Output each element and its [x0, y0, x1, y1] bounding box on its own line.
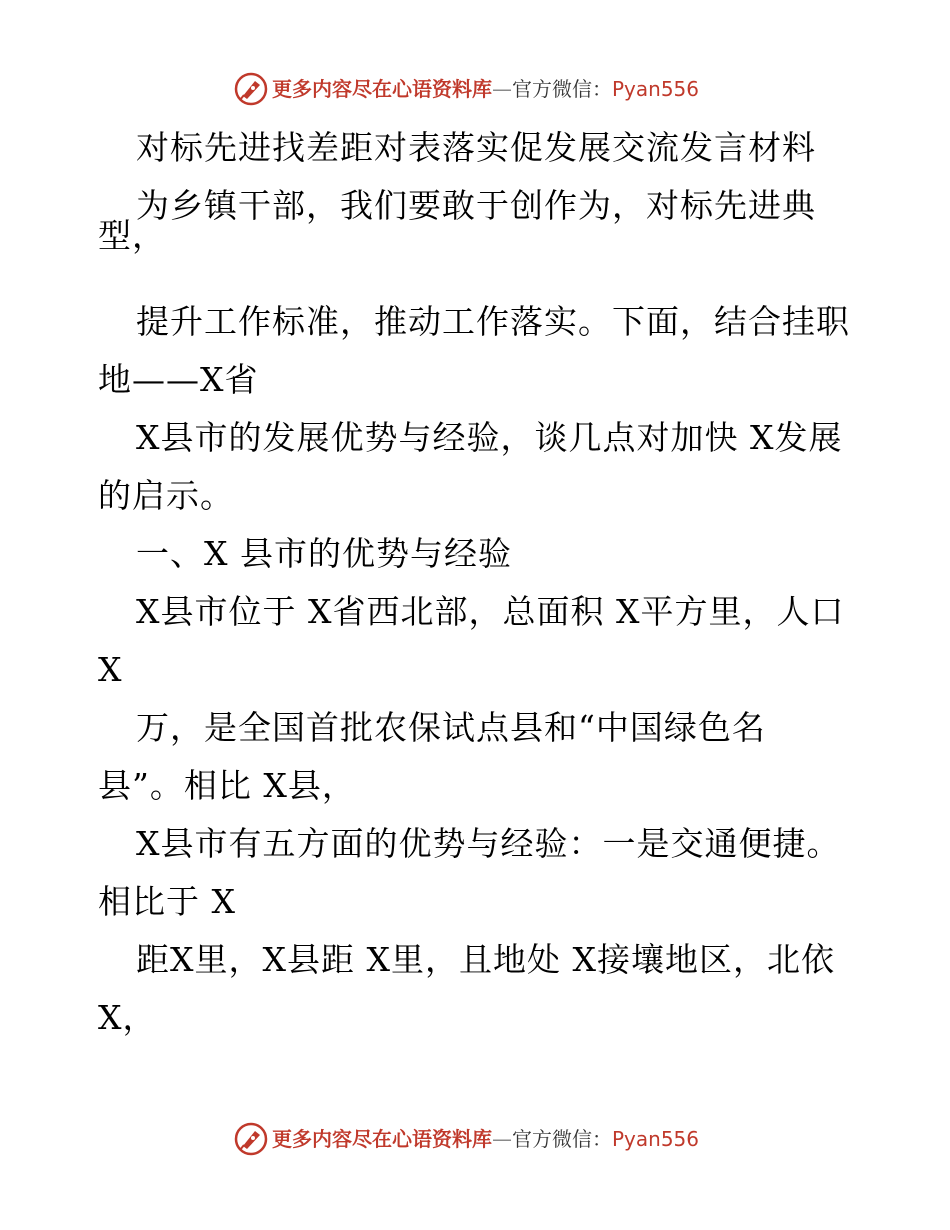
paragraph-line: 为乡镇干部，我们要敢于创作为，对标先进典 [136, 186, 816, 225]
banner-brand: 更多内容尽在心语资料库 [272, 77, 492, 101]
header-banner [0, 70, 950, 110]
paragraph-line: X县市的发展优势与经验，谈几点对加快 X发展 [136, 418, 843, 457]
footer-banner [0, 1120, 950, 1160]
paragraph-line: 的启示。 [98, 476, 234, 515]
section-heading: 一、X 县市的优势与经验 [136, 534, 512, 573]
banner-account: Pyan556 [612, 1127, 700, 1151]
paragraph-line: 型， [98, 216, 166, 255]
banner-label: 官方微信： [512, 1127, 612, 1151]
paragraph-line: X县市有五方面的优势与经验：一是交通便捷。 [136, 824, 841, 863]
paragraph-line: 相比于 X [98, 882, 236, 921]
footer-banner-text [272, 1126, 699, 1152]
banner-account: Pyan556 [612, 77, 700, 101]
pen-nib-logo-icon [234, 72, 268, 106]
paragraph-line: X， [98, 998, 157, 1037]
paragraph-line: X [98, 650, 123, 689]
banner-dash: — [492, 1127, 512, 1151]
paragraph-line: 提升工作标准，推动工作落实。下面，结合挂职 [136, 302, 850, 341]
paragraph-line: 距X里，X县距 X里，且地处 X接壤地区，北依 [136, 940, 835, 979]
paragraph-line: 县”。相比 X县， [98, 766, 356, 805]
pen-nib-logo-icon [234, 1122, 268, 1156]
paragraph-line: X县市位于 X省西北部，总面积 X平方里，人口 [136, 592, 845, 631]
paragraph-line: 地——X省 [98, 360, 259, 399]
banner-brand: 更多内容尽在心语资料库 [272, 1127, 492, 1151]
paragraph-line: 万，是全国首批农保试点县和“中国绿色名 [136, 708, 766, 747]
document-title: 对标先进找差距对表落实促发展交流发言材料 [136, 128, 816, 167]
banner-dash: — [492, 77, 512, 101]
header-banner-text [272, 76, 699, 102]
banner-label: 官方微信： [512, 77, 612, 101]
